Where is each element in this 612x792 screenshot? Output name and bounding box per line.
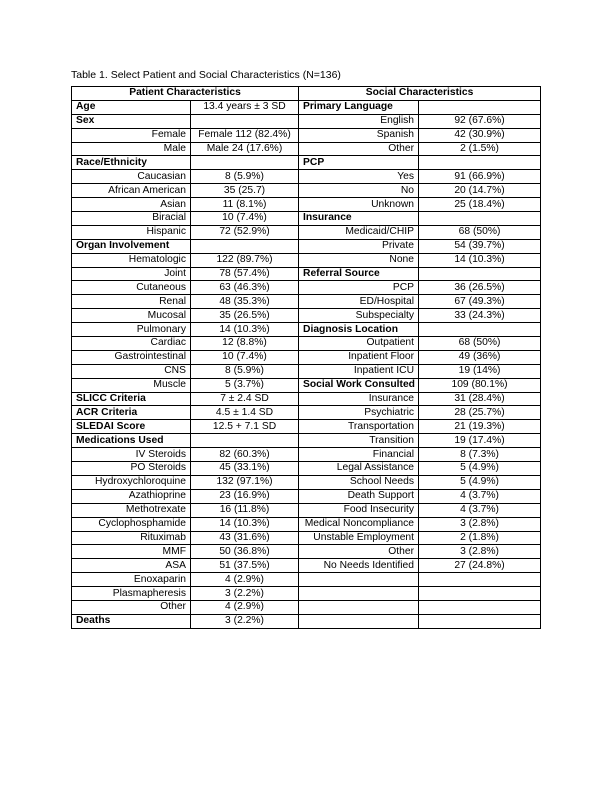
social-value-cell: 3 (2.8%) (419, 545, 541, 559)
patient-value-cell: 43 (31.6%) (191, 531, 299, 545)
patient-value-cell: 78 (57.4%) (191, 267, 299, 281)
patient-label-cell: SLEDAI Score (72, 420, 191, 434)
social-label-cell: Inpatient ICU (299, 364, 419, 378)
patient-label-cell: Hispanic (72, 225, 191, 239)
table-row (72, 462, 541, 476)
table-row (72, 295, 541, 309)
social-label-cell: Social Work Consulted (299, 378, 419, 392)
social-value-cell: 19 (17.4%) (419, 434, 541, 448)
patient-value-cell: 14 (10.3%) (191, 517, 299, 531)
social-value-cell: 109 (80.1%) (419, 378, 541, 392)
social-value-cell: 92 (67.6%) (419, 114, 541, 128)
social-label-cell: Inpatient Floor (299, 350, 419, 364)
social-characteristics-header: Social Characteristics (299, 87, 541, 101)
social-label-cell: Other (299, 142, 419, 156)
table-row (72, 531, 541, 545)
patient-value-cell: Female 112 (82.4%) (191, 128, 299, 142)
patient-value-cell: 4.5 ± 1.4 SD (191, 406, 299, 420)
table-row (72, 392, 541, 406)
patient-value-cell (191, 434, 299, 448)
table-row (72, 309, 541, 323)
patient-value-cell: 48 (35.3%) (191, 295, 299, 309)
patient-value-cell: 3 (2.2%) (191, 614, 299, 628)
table-row (72, 559, 541, 573)
patient-label-cell: ASA (72, 559, 191, 573)
social-value-cell (419, 323, 541, 337)
patient-value-cell: 4 (2.9%) (191, 600, 299, 614)
social-label-cell: Insurance (299, 392, 419, 406)
table-header-row (72, 87, 541, 101)
patient-label-cell: CNS (72, 364, 191, 378)
table-row (72, 406, 541, 420)
social-value-cell: 2 (1.5%) (419, 142, 541, 156)
patient-value-cell: 45 (33.1%) (191, 462, 299, 476)
patient-value-cell: 51 (37.5%) (191, 559, 299, 573)
social-value-cell: 4 (3.7%) (419, 489, 541, 503)
social-label-cell: English (299, 114, 419, 128)
table-row (72, 378, 541, 392)
patient-value-cell: 50 (36.8%) (191, 545, 299, 559)
table-row (72, 489, 541, 503)
patient-value-cell: 10 (7.4%) (191, 350, 299, 364)
table-row (72, 184, 541, 198)
social-label-cell: Transition (299, 434, 419, 448)
social-value-cell: 25 (18.4%) (419, 198, 541, 212)
table-row (72, 587, 541, 601)
social-label-cell: Medicaid/CHIP (299, 225, 419, 239)
table-row (72, 614, 541, 628)
table-row (72, 170, 541, 184)
table-row (72, 156, 541, 170)
social-label-cell: None (299, 253, 419, 267)
social-value-cell: 68 (50%) (419, 225, 541, 239)
social-value-cell: 4 (3.7%) (419, 503, 541, 517)
table-row (72, 517, 541, 531)
social-value-cell (419, 267, 541, 281)
social-label-cell: Death Support (299, 489, 419, 503)
patient-value-cell: Male 24 (17.6%) (191, 142, 299, 156)
social-label-cell: Unstable Employment (299, 531, 419, 545)
social-label-cell: Outpatient (299, 337, 419, 351)
social-label-cell: Insurance (299, 212, 419, 226)
patient-label-cell: African American (72, 184, 191, 198)
table-row (72, 100, 541, 114)
patient-label-cell: Renal (72, 295, 191, 309)
social-value-cell (419, 600, 541, 614)
social-label-cell: Financial (299, 448, 419, 462)
patient-value-cell: 3 (2.2%) (191, 587, 299, 601)
table-row (72, 323, 541, 337)
social-label-cell: Spanish (299, 128, 419, 142)
social-value-cell: 14 (10.3%) (419, 253, 541, 267)
social-label-cell: Unknown (299, 198, 419, 212)
table-title: Table 1. Select Patient and Social Characteristics (N=136) (71, 69, 341, 81)
social-label-cell: ED/Hospital (299, 295, 419, 309)
social-label-cell: Yes (299, 170, 419, 184)
social-label-cell: Medical Noncompliance (299, 517, 419, 531)
social-value-cell: 27 (24.8%) (419, 559, 541, 573)
patient-value-cell: 13.4 years ± 3 SD (191, 100, 299, 114)
patient-value-cell (191, 239, 299, 253)
patient-value-cell: 12.5 + 7.1 SD (191, 420, 299, 434)
patient-label-cell: ACR Criteria (72, 406, 191, 420)
table-row (72, 142, 541, 156)
social-value-cell: 54 (39.7%) (419, 239, 541, 253)
table-row (72, 253, 541, 267)
social-value-cell: 5 (4.9%) (419, 462, 541, 476)
social-value-cell: 36 (26.5%) (419, 281, 541, 295)
patient-value-cell: 14 (10.3%) (191, 323, 299, 337)
social-label-cell: PCP (299, 281, 419, 295)
social-value-cell: 20 (14.7%) (419, 184, 541, 198)
social-label-cell: Referral Source (299, 267, 419, 281)
table-row (72, 503, 541, 517)
social-label-cell: No (299, 184, 419, 198)
patient-value-cell (191, 156, 299, 170)
patient-value-cell: 132 (97.1%) (191, 475, 299, 489)
patient-characteristics-header: Patient Characteristics (72, 87, 299, 101)
social-value-cell (419, 614, 541, 628)
table-row (72, 475, 541, 489)
patient-label-cell: Plasmapheresis (72, 587, 191, 601)
patient-value-cell: 23 (16.9%) (191, 489, 299, 503)
patient-label-cell: Gastrointestinal (72, 350, 191, 364)
patient-label-cell: Mucosal (72, 309, 191, 323)
table-row (72, 420, 541, 434)
social-label-cell: Food Insecurity (299, 503, 419, 517)
social-value-cell: 19 (14%) (419, 364, 541, 378)
patient-label-cell: Cardiac (72, 337, 191, 351)
patient-value-cell: 63 (46.3%) (191, 281, 299, 295)
patient-label-cell: Hematologic (72, 253, 191, 267)
social-value-cell: 31 (28.4%) (419, 392, 541, 406)
patient-label-cell: Biracial (72, 212, 191, 226)
table-row (72, 600, 541, 614)
social-label-cell: Other (299, 545, 419, 559)
patient-label-cell: Organ Involvement (72, 239, 191, 253)
social-label-cell: Transportation (299, 420, 419, 434)
patient-label-cell: Joint (72, 267, 191, 281)
patient-value-cell: 8 (5.9%) (191, 364, 299, 378)
patient-label-cell: SLICC Criteria (72, 392, 191, 406)
social-value-cell: 68 (50%) (419, 337, 541, 351)
patient-label-cell: PO Steroids (72, 462, 191, 476)
patient-value-cell: 5 (3.7%) (191, 378, 299, 392)
patient-label-cell: Deaths (72, 614, 191, 628)
patient-value-cell (191, 114, 299, 128)
social-value-cell: 8 (7.3%) (419, 448, 541, 462)
patient-label-cell: Age (72, 100, 191, 114)
social-value-cell (419, 212, 541, 226)
social-value-cell (419, 100, 541, 114)
patient-label-cell: Rituximab (72, 531, 191, 545)
patient-label-cell: Pulmonary (72, 323, 191, 337)
patient-label-cell: Medications Used (72, 434, 191, 448)
patient-label-cell: Male (72, 142, 191, 156)
social-label-cell (299, 614, 419, 628)
social-label-cell (299, 587, 419, 601)
patient-value-cell: 12 (8.8%) (191, 337, 299, 351)
table-row (72, 364, 541, 378)
table-row (72, 281, 541, 295)
social-value-cell: 28 (25.7%) (419, 406, 541, 420)
table-row (72, 337, 541, 351)
patient-label-cell: Methotrexate (72, 503, 191, 517)
table-row (72, 434, 541, 448)
social-label-cell: Private (299, 239, 419, 253)
table-row (72, 128, 541, 142)
patient-value-cell: 8 (5.9%) (191, 170, 299, 184)
characteristics-table (71, 86, 541, 629)
social-label-cell: Subspecialty (299, 309, 419, 323)
social-value-cell: 42 (30.9%) (419, 128, 541, 142)
social-label-cell: No Needs Identified (299, 559, 419, 573)
patient-label-cell: IV Steroids (72, 448, 191, 462)
patient-label-cell: Asian (72, 198, 191, 212)
patient-label-cell: Hydroxychloroquine (72, 475, 191, 489)
social-value-cell (419, 156, 541, 170)
patient-value-cell: 16 (11.8%) (191, 503, 299, 517)
patient-value-cell: 4 (2.9%) (191, 573, 299, 587)
patient-label-cell: Race/Ethnicity (72, 156, 191, 170)
social-value-cell: 67 (49.3%) (419, 295, 541, 309)
table-row (72, 114, 541, 128)
social-label-cell: School Needs (299, 475, 419, 489)
patient-value-cell: 72 (52.9%) (191, 225, 299, 239)
table-row (72, 350, 541, 364)
patient-label-cell: Azathioprine (72, 489, 191, 503)
social-label-cell: Primary Language (299, 100, 419, 114)
social-value-cell: 2 (1.8%) (419, 531, 541, 545)
table-row (72, 448, 541, 462)
patient-value-cell: 7 ± 2.4 SD (191, 392, 299, 406)
social-label-cell (299, 600, 419, 614)
table-row (72, 573, 541, 587)
social-value-cell: 3 (2.8%) (419, 517, 541, 531)
patient-label-cell: Female (72, 128, 191, 142)
patient-value-cell: 10 (7.4%) (191, 212, 299, 226)
social-value-cell: 49 (36%) (419, 350, 541, 364)
patient-value-cell: 11 (8.1%) (191, 198, 299, 212)
table-row (72, 212, 541, 226)
table-body (72, 100, 541, 628)
patient-label-cell: MMF (72, 545, 191, 559)
social-value-cell: 5 (4.9%) (419, 475, 541, 489)
social-label-cell: Psychiatric (299, 406, 419, 420)
patient-label-cell: Caucasian (72, 170, 191, 184)
social-label-cell: Legal Assistance (299, 462, 419, 476)
table-row (72, 267, 541, 281)
social-value-cell: 91 (66.9%) (419, 170, 541, 184)
social-value-cell (419, 587, 541, 601)
table-row (72, 198, 541, 212)
social-label-cell (299, 573, 419, 587)
patient-value-cell: 122 (89.7%) (191, 253, 299, 267)
patient-label-cell: Muscle (72, 378, 191, 392)
social-value-cell: 33 (24.3%) (419, 309, 541, 323)
patient-label-cell: Enoxaparin (72, 573, 191, 587)
table-row (72, 225, 541, 239)
patient-label-cell: Other (72, 600, 191, 614)
social-label-cell: Diagnosis Location (299, 323, 419, 337)
table-row (72, 545, 541, 559)
patient-value-cell: 35 (26.5%) (191, 309, 299, 323)
table-row (72, 239, 541, 253)
patient-value-cell: 82 (60.3%) (191, 448, 299, 462)
social-value-cell (419, 573, 541, 587)
patient-label-cell: Cyclophosphamide (72, 517, 191, 531)
patient-label-cell: Sex (72, 114, 191, 128)
patient-value-cell: 35 (25.7) (191, 184, 299, 198)
social-value-cell: 21 (19.3%) (419, 420, 541, 434)
social-label-cell: PCP (299, 156, 419, 170)
patient-label-cell: Cutaneous (72, 281, 191, 295)
